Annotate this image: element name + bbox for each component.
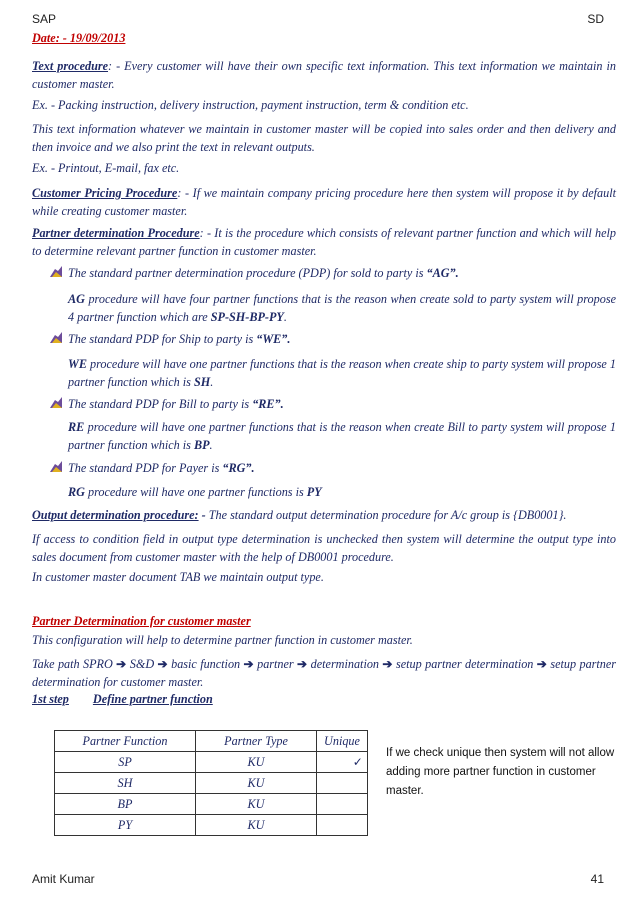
- pricing-body: : - If we maintain company pricing procedure here then system will propose it by default while creating customer master.: [32, 186, 616, 218]
- arrow-right-icon: ➔: [297, 657, 308, 671]
- detail-end: SP-SH-BP-PY: [210, 310, 284, 324]
- detail-tail: .: [210, 375, 214, 389]
- copy-text-para: This text information whatever we maintain in customer master will be copied into sales order and then delivery and then invoice and we also print the text in relevant outputs.: [32, 122, 616, 154]
- bullet-text: The standard partner determination procedure (PDP) for sold to party is: [68, 266, 427, 280]
- bullet-item: [68, 395, 616, 413]
- path-last: setup partner determination for customer master.: [32, 657, 617, 689]
- bullet-detail: [68, 483, 616, 501]
- path-step: S&D: [129, 657, 155, 671]
- table-cell: KU: [196, 794, 317, 815]
- bullet-item: [68, 264, 616, 282]
- detail-end: SH: [193, 375, 211, 389]
- column-header: Partner Type: [196, 731, 317, 752]
- pricing-para: [32, 184, 616, 220]
- detail-code: RE: [68, 420, 85, 434]
- table-row: [55, 815, 368, 836]
- header-left: SAP: [32, 12, 57, 26]
- partner-function-table: [54, 730, 368, 836]
- bullet-text: The standard PDP for Bill to party is: [68, 397, 253, 411]
- partner-procedure-para: [32, 224, 616, 260]
- bullet-icon: [50, 397, 62, 409]
- example-2: Ex. - Printout, E-mail, fax etc.: [32, 161, 180, 175]
- output-title: Output determination procedure:: [32, 508, 199, 522]
- bullet-code: “WE”.: [256, 332, 291, 346]
- page-number: 41: [590, 872, 604, 886]
- text-procedure-para: [32, 57, 616, 93]
- tab-para: In customer master document TAB we maintain output type.: [32, 570, 324, 584]
- check-icon: ✓: [317, 752, 368, 773]
- bullet-code: “RG”.: [222, 461, 255, 475]
- path-prefix: Take path: [32, 657, 80, 671]
- column-header: Unique: [317, 731, 368, 752]
- detail-end: PY: [306, 485, 322, 499]
- table-cell: KU: [196, 752, 317, 773]
- detail-text: procedure will have one partner functions that is the reason when create ship to party system will propose 1 partner function which is: [68, 357, 616, 389]
- header-right: SD: [587, 12, 604, 26]
- bullet-item: [68, 330, 616, 348]
- bullet-icon: [50, 461, 62, 473]
- detail-tail: .: [283, 310, 287, 324]
- bullet-detail: [68, 355, 616, 391]
- path-step: setup partner determination: [396, 657, 534, 671]
- path-step: SPRO: [82, 657, 113, 671]
- table-header-row: [55, 731, 368, 752]
- column-header: Partner Function: [55, 731, 196, 752]
- date-line: Date: - 19/09/2013: [32, 31, 126, 45]
- step-line: [32, 690, 616, 708]
- detail-tail: .: [209, 438, 213, 452]
- detail-text: procedure will have one partner functions that is the reason when create Bill to party system will propose 1 partner function which is: [68, 420, 616, 452]
- bullet-detail: [68, 418, 616, 454]
- table-cell: PY: [55, 815, 196, 836]
- path-step: basic function: [171, 657, 241, 671]
- text-procedure-body: : - Every customer will have their own specific text information. This text information we maintain in customer master.: [32, 59, 616, 91]
- section-title: Partner Determination for customer master: [32, 614, 251, 628]
- step-label: 1st step: [32, 692, 69, 706]
- path-para: [32, 655, 616, 691]
- arrow-right-icon: ➔: [536, 657, 547, 671]
- table-cell: [317, 794, 368, 815]
- table-cell: BP: [55, 794, 196, 815]
- bullet-text: The standard PDP for Ship to party is: [68, 332, 257, 346]
- bullet-item: [68, 459, 616, 477]
- table-row: [55, 794, 368, 815]
- arrow-right-icon: ➔: [243, 657, 254, 671]
- arrow-right-icon: ➔: [116, 657, 127, 671]
- partner-procedure-body: : - It is the procedure which consists of relevant partner function and which will help to determine relevant partner function in customer master.: [32, 226, 616, 258]
- access-para: If access to condition field in output type determination is unchecked then system will determine the output type into sales document from customer master with the help of DB0001 procedure.: [32, 532, 616, 564]
- output-para: [32, 506, 616, 524]
- text-procedure-title: Text procedure: [32, 59, 109, 73]
- table-cell: [317, 773, 368, 794]
- path-step: partner: [257, 657, 294, 671]
- detail-code: AG: [68, 292, 85, 306]
- unique-note: If we check unique then system will not allow adding more partner function in customer master.: [386, 747, 615, 797]
- bullet-icon: [50, 266, 62, 278]
- table-cell: [317, 815, 368, 836]
- detail-code: RG: [68, 485, 85, 499]
- output-body: The standard output determination procedure for A/c group is {DB0001}.: [205, 508, 567, 522]
- arrow-right-icon: ➔: [157, 657, 168, 671]
- table-row: [55, 752, 368, 773]
- bullet-code: “AG”.: [426, 266, 459, 280]
- arrow-right-icon: ➔: [382, 657, 393, 671]
- output-dash: -: [198, 508, 206, 522]
- detail-text: procedure will have four partner functions that is the reason when create sold to party system will propose 4 partner function which are: [68, 292, 616, 324]
- detail-code: WE: [68, 357, 87, 371]
- table-cell: KU: [196, 815, 317, 836]
- detail-text: procedure will have one partner functions is: [84, 485, 307, 499]
- partner-procedure-title: Partner determination Procedure: [32, 226, 200, 240]
- step-title: Define partner function: [92, 692, 213, 706]
- bullet-icon: [50, 332, 62, 344]
- path-step: determination: [310, 657, 380, 671]
- table-cell: KU: [196, 773, 317, 794]
- detail-end: BP: [193, 438, 210, 452]
- table-cell: SP: [55, 752, 196, 773]
- table-row: [55, 773, 368, 794]
- example-1: Ex. - Packing instruction, delivery instruction, payment instruction, term & condition etc.: [32, 98, 469, 112]
- bullet-code: “RE”.: [252, 397, 284, 411]
- bullet-text: The standard PDP for Payer is: [68, 461, 223, 475]
- footer-author: Amit Kumar: [32, 872, 95, 886]
- pricing-title: Customer Pricing Procedure: [32, 186, 178, 200]
- bullet-detail: [68, 290, 616, 326]
- table-cell: SH: [55, 773, 196, 794]
- config-para: This configuration will help to determine partner function in customer master.: [32, 633, 413, 647]
